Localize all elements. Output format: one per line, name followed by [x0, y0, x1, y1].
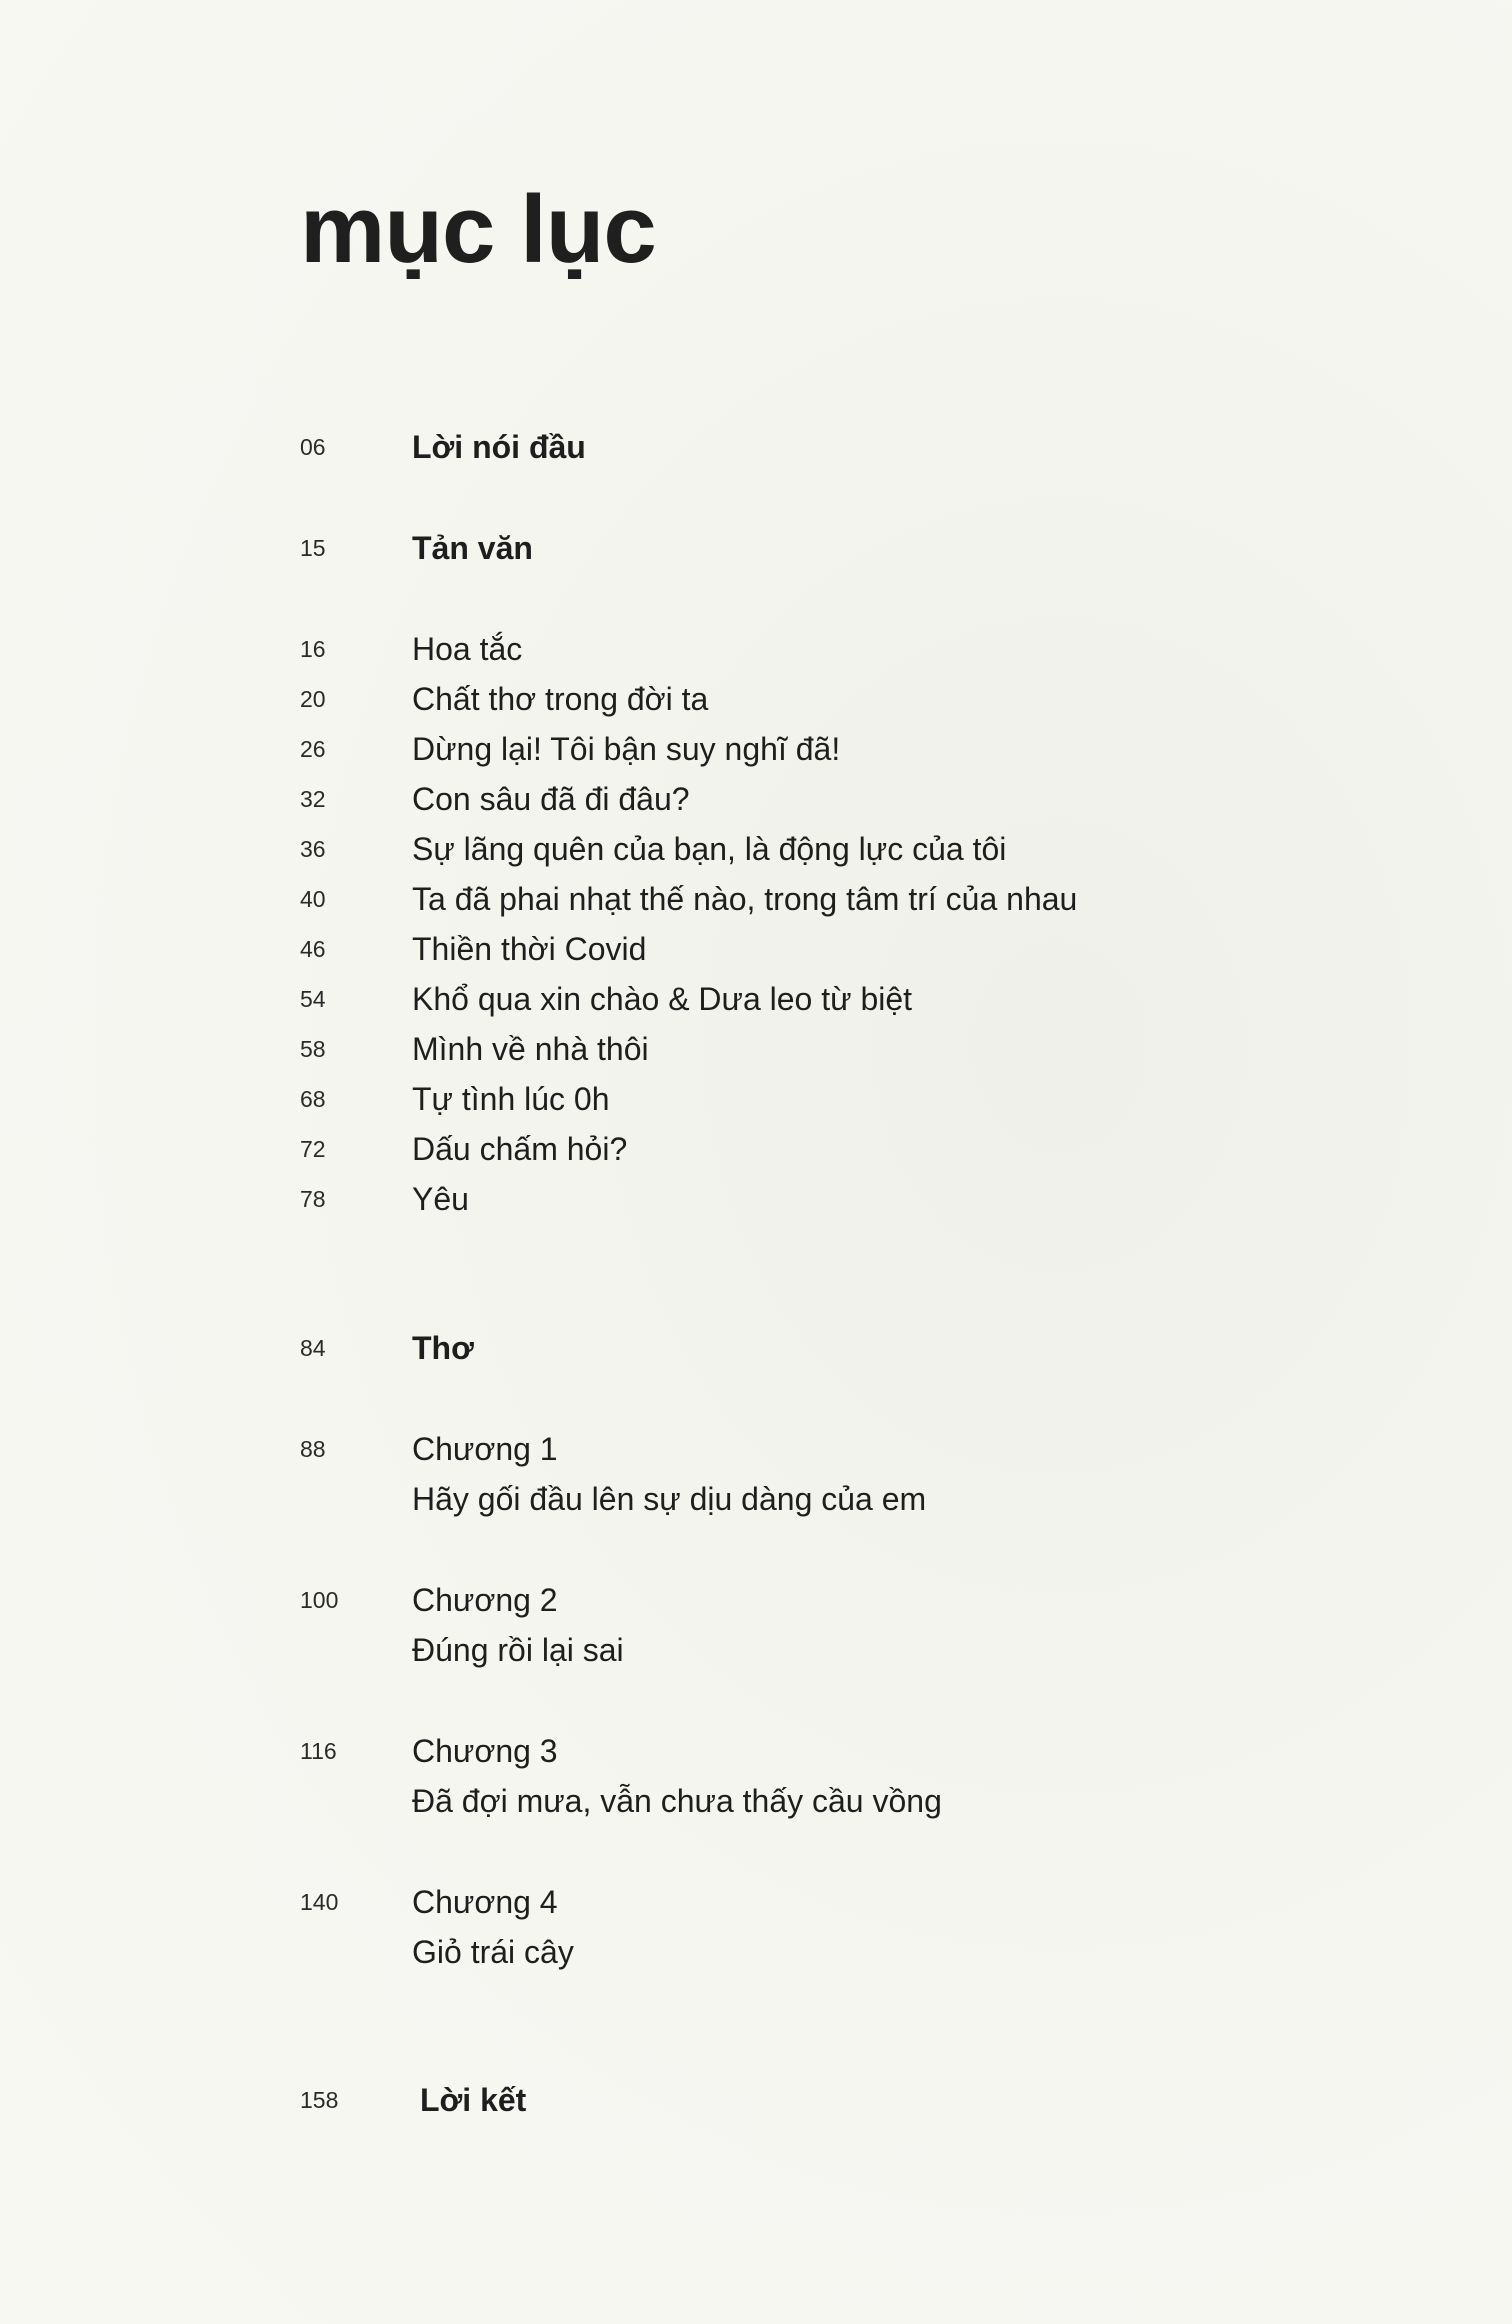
- page-number: 54: [300, 986, 326, 1012]
- chapter-title: Chương 2: [412, 1582, 558, 1618]
- section-title: Tản văn: [412, 530, 533, 566]
- page-number: 32: [300, 786, 326, 812]
- toc-entry-preface[interactable]: [0, 422, 1512, 472]
- chapter-title: Chương 1: [412, 1431, 558, 1467]
- chapter-subtitle: Đã đợi mưa, vẫn chưa thấy cầu vồng: [412, 1783, 942, 1819]
- page-number: 46: [300, 936, 326, 962]
- page-number: 40: [300, 886, 326, 912]
- entry-title: Yêu: [412, 1181, 469, 1217]
- chapter-subtitle: Giỏ trái cây: [412, 1934, 574, 1970]
- entry-title: Chất thơ trong đời ta: [412, 681, 709, 717]
- toc-entry[interactable]: [0, 674, 1512, 724]
- chapter-subtitle: Đúng rồi lại sai: [412, 1632, 624, 1668]
- page-title: mục lục: [300, 176, 656, 283]
- toc-entry-epilogue[interactable]: [0, 2075, 1512, 2125]
- page-number: 84: [300, 1335, 326, 1361]
- entry-title: Thiền thời Covid: [412, 931, 647, 967]
- page-number: 36: [300, 836, 326, 862]
- entry-title: Con sâu đã đi đâu?: [412, 781, 690, 817]
- entry-title: Tự tình lúc 0h: [412, 1081, 610, 1117]
- toc-entry[interactable]: [0, 1024, 1512, 1074]
- entry-title: Hoa tắc: [412, 631, 523, 667]
- entry-title: Dấu chấm hỏi?: [412, 1131, 628, 1167]
- page-number: 116: [300, 1738, 337, 1764]
- page-number: 88: [300, 1436, 326, 1462]
- toc-entry[interactable]: [0, 1124, 1512, 1174]
- toc-entry-chapter[interactable]: [0, 1424, 1512, 1524]
- page-number: 78: [300, 1186, 326, 1212]
- page-number: 26: [300, 736, 326, 762]
- page-number: 20: [300, 686, 326, 712]
- toc-entry[interactable]: [0, 774, 1512, 824]
- entry-title: Mình về nhà thôi: [412, 1031, 649, 1067]
- toc-entry[interactable]: [0, 724, 1512, 774]
- section-title: Lời kết: [420, 2082, 527, 2118]
- chapter-title: Chương 3: [412, 1733, 558, 1769]
- toc-entry[interactable]: [0, 1174, 1512, 1224]
- chapter-title: Chương 4: [412, 1884, 558, 1920]
- page-number: 68: [300, 1086, 326, 1112]
- page-number: 158: [300, 2087, 339, 2113]
- section-title: Lời nói đầu: [412, 429, 586, 465]
- entry-title: Dừng lại! Tôi bận suy nghĩ đã!: [412, 731, 841, 767]
- toc-entry[interactable]: [0, 924, 1512, 974]
- page-number: 16: [300, 636, 326, 662]
- page-number: 100: [300, 1587, 339, 1613]
- toc-entry[interactable]: [0, 624, 1512, 674]
- entry-title: Ta đã phai nhạt thế nào, trong tâm trí của nhau: [412, 881, 1078, 917]
- toc-entry-chapter[interactable]: [0, 1575, 1512, 1675]
- chapter-subtitle: Hãy gối đầu lên sự dịu dàng của em: [412, 1481, 927, 1517]
- toc-entry-prose-section[interactable]: [0, 523, 1512, 573]
- entry-title: Khổ qua xin chào & Dưa leo từ biệt: [412, 981, 913, 1017]
- entry-title: Sự lãng quên của bạn, là động lực của tôi: [412, 831, 1007, 867]
- page-number: 140: [300, 1889, 339, 1915]
- page-number: 06: [300, 434, 326, 460]
- toc-entry[interactable]: [0, 874, 1512, 924]
- toc-entry-poetry-section[interactable]: [0, 1323, 1512, 1373]
- section-title: Thơ: [412, 1330, 474, 1366]
- toc-entry[interactable]: [0, 1074, 1512, 1124]
- toc-entry[interactable]: [0, 974, 1512, 1024]
- page-number: 58: [300, 1036, 326, 1062]
- toc-entry[interactable]: [0, 824, 1512, 874]
- toc-entry-chapter[interactable]: [0, 1877, 1512, 1977]
- page-number: 72: [300, 1136, 326, 1162]
- toc-entry-chapter[interactable]: [0, 1726, 1512, 1826]
- page-number: 15: [300, 535, 326, 561]
